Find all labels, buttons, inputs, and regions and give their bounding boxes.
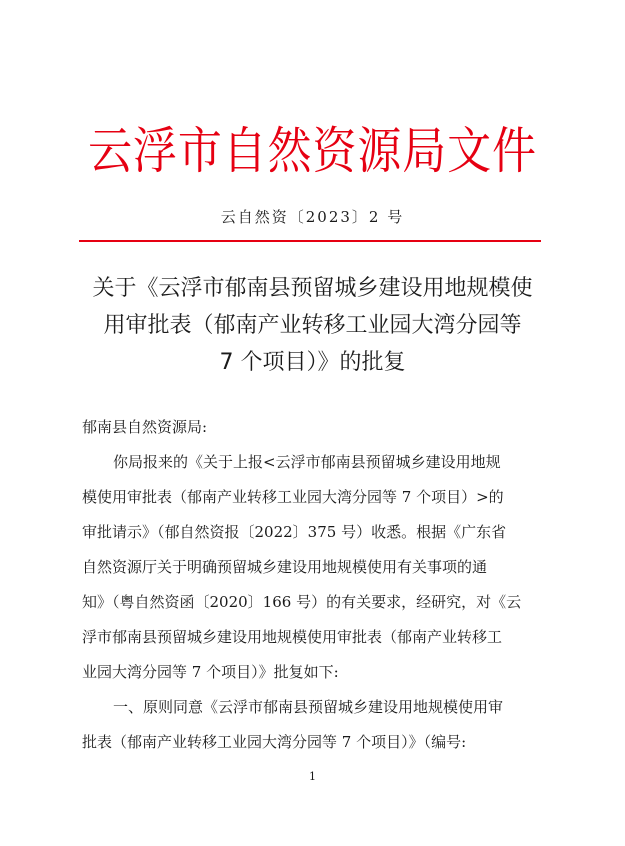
body-line: 审批请示》（郁自然资报〔2022〕375 号）收悉。根据《广东省 <box>82 523 507 541</box>
body-line: 浮市郁南县预留城乡建设用地规模使用审批表（郁南产业转移工 <box>82 628 503 646</box>
document-number: 云自然资〔2023〕2 号 <box>220 208 405 226</box>
page-number: 1 <box>309 770 316 783</box>
body-line: 批表（郁南产业转移工业园大湾分园等 7 个项目）》（编号: <box>82 733 467 751</box>
body-line: 业园大湾分园等 7 个项目）》批复如下: <box>82 663 339 681</box>
red-divider-line <box>79 240 541 242</box>
document-body <box>82 410 544 760</box>
body-line: 一、原则同意《云浮市郁南县预留城乡建设用地规模使用审 <box>113 698 504 716</box>
document-subject <box>70 270 555 381</box>
subject-line: 7 个项目）》的批复 <box>219 350 406 375</box>
document-header-title: 云浮市自然资源局文件 <box>88 122 537 180</box>
body-line: 自然资源厅关于明确预留城乡建设用地规模使用有关事项的通 <box>82 558 488 576</box>
body-line: 你局报来的《关于上报<云浮市郁南县预留城乡建设用地规 <box>113 453 501 471</box>
subject-line: 用审批表（郁南产业转移工业园大湾分园等 <box>103 313 522 338</box>
addressee: 郁南县自然资源局: <box>82 418 208 436</box>
body-line: 知》（粤自然资函〔2020〕166 号）的有关要求，经研究，对《云 <box>82 593 522 611</box>
subject-line: 关于《云浮市郁南县预留城乡建设用地规模使 <box>92 276 533 301</box>
body-line: 模使用审批表（郁南产业转移工业园大湾分园等 7 个项目）>的 <box>82 488 504 506</box>
